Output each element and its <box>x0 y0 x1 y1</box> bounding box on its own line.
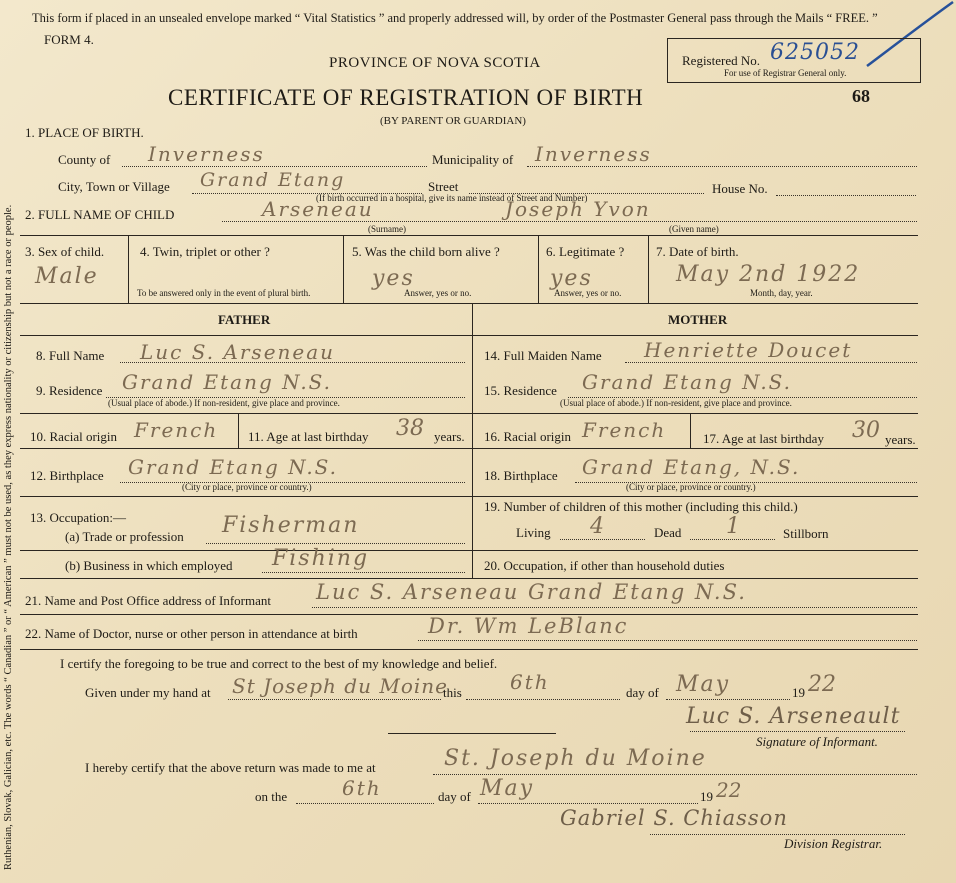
trade-line <box>206 543 465 544</box>
registrar-place-line <box>433 774 917 775</box>
stillborn-label: Stillborn <box>783 526 829 541</box>
row-divider <box>20 235 918 236</box>
informant-label: 21. Name and Post Office address of Informant <box>25 593 271 608</box>
mother-name-value: Henriette Doucet <box>644 338 853 362</box>
reg-month-line <box>478 803 698 804</box>
reg-month-value: May <box>480 776 535 801</box>
side-note: Ruthenian, Slovak, Galician, etc. The words “ Canadian ” or “ American ” must not be used, as they express nationality or citizenship but not a race or people. <box>3 204 14 870</box>
mother-birthplace-value: Grand Etang, N.S. <box>582 455 801 479</box>
city-value: Grand Etang <box>200 169 346 191</box>
sex-value: Male <box>35 264 99 289</box>
given-month-value: May <box>676 672 731 697</box>
hospital-note: (If birth occurred in a hospital, give its name instead of Street and Number) <box>316 193 588 203</box>
father-name-label: 8. Full Name <box>36 348 105 363</box>
living-value: 4 <box>590 514 606 539</box>
row-divider <box>20 578 918 579</box>
alive-value: yes <box>372 266 415 291</box>
father-birthplace-label: 12. Birthplace <box>30 468 104 483</box>
row-divider <box>472 413 918 414</box>
sex-label: 3. Sex of child. <box>25 244 105 259</box>
mother-age-value: 30 <box>852 418 880 443</box>
mother-residence-note: (Usual place of abode.) If non-resident, give place and province. <box>560 398 792 408</box>
registered-label: Registered No. <box>682 53 760 68</box>
father-birthplace-note: (City or place, province or country.) <box>182 482 312 492</box>
twin-label: 4. Twin, triplet or other ? <box>140 244 270 259</box>
row-divider <box>20 413 472 414</box>
certify-statement: I certify the foregoing to be true and correct to the best of my knowledge and belief. <box>60 656 498 671</box>
registrar-caption: Division Registrar. <box>784 836 883 851</box>
father-heading: FATHER <box>218 312 271 327</box>
registered-note: For use of Registrar General only. <box>724 68 847 78</box>
given-under-label: Given under my hand at <box>85 685 211 700</box>
section-divider <box>388 733 556 734</box>
alive-note: Answer, yes or no. <box>404 288 472 298</box>
surname-value: Arseneau <box>262 197 374 221</box>
dob-label: 7. Date of birth. <box>656 244 739 259</box>
children-heading: 19. Number of children of this mother (including this child.) <box>484 499 798 514</box>
dead-label: Dead <box>654 525 682 540</box>
municipality-value: Inverness <box>535 142 652 166</box>
province-heading: PROVINCE OF NOVA SCOTIA <box>329 55 541 71</box>
row-divider <box>472 550 918 551</box>
given-place-value: St Joseph du Moine <box>232 674 448 698</box>
row-divider <box>20 649 918 650</box>
column-divider <box>128 235 129 303</box>
row-divider <box>20 496 918 497</box>
father-residence-label: 9. Residence <box>36 383 103 398</box>
living-label: Living <box>516 525 551 540</box>
business-label: (b) Business in which employed <box>65 558 233 573</box>
this-label: this <box>443 685 462 700</box>
mother-age-label: 17. Age at last birthday <box>703 431 824 446</box>
mother-occupation-label: 20. Occupation, if other than household duties <box>484 558 725 573</box>
given-month-line <box>666 699 790 700</box>
row-divider <box>20 448 472 449</box>
on-the-label: on the <box>255 789 288 804</box>
column-divider <box>238 413 239 448</box>
informant-value: Luc S. Arseneau Grand Etang N.S. <box>316 580 747 604</box>
column-divider <box>690 413 691 448</box>
municipality-line <box>527 166 917 167</box>
parents-divider <box>472 303 473 578</box>
reg-year-value: 22 <box>716 778 742 802</box>
occupation-heading: 13. Occupation:— <box>30 510 127 525</box>
corner-mark: 68 <box>852 86 870 106</box>
house-label: House No. <box>712 181 768 196</box>
reg-year-prefix: 19 <box>700 789 713 804</box>
row-divider <box>20 303 918 304</box>
business-value: Fishing <box>272 546 370 571</box>
reg-day-of-label: day of <box>438 789 471 804</box>
certificate-title: CERTIFICATE OF REGISTRATION OF BIRTH <box>168 85 644 110</box>
reg-day-value: 6th <box>342 776 382 800</box>
alive-label: 5. Was the child born alive ? <box>352 244 500 259</box>
informant-caption: Signature of Informant. <box>756 734 878 749</box>
mother-residence-label: 15. Residence <box>484 383 557 398</box>
county-label: County of <box>58 152 111 167</box>
form-number: FORM 4. <box>44 32 94 47</box>
legitimate-note: Answer, yes or no. <box>554 288 622 298</box>
given-day-value: 6th <box>510 670 550 694</box>
mother-residence-value: Grand Etang N.S. <box>582 370 793 394</box>
doctor-line <box>418 640 917 641</box>
county-value: Inverness <box>148 142 265 166</box>
column-divider <box>538 235 539 303</box>
doctor-value: Dr. Wm LeBlanc <box>428 614 629 638</box>
father-racial-label: 10. Racial origin <box>30 429 118 444</box>
certificate-subtitle: (BY PARENT OR GUARDIAN) <box>380 115 526 127</box>
legitimate-value: yes <box>550 266 593 291</box>
city-label: City, Town or Village <box>58 179 170 194</box>
informant-signature-line <box>690 731 905 732</box>
father-age-value: 38 <box>396 416 424 441</box>
father-name-value: Luc S. Arseneau <box>140 340 336 364</box>
registrar-statement: I hereby certify that the above return was made to me at <box>85 760 376 775</box>
dead-line <box>690 539 775 540</box>
legitimate-label: 6. Legitimate ? <box>546 244 625 259</box>
living-line <box>560 539 645 540</box>
given-day-line <box>466 699 620 700</box>
mother-birthplace-note: (City or place, province or country.) <box>626 482 756 492</box>
registrar-place-value: St. Joseph du Moine <box>444 746 707 771</box>
registrar-signature: Gabriel S. Chiasson <box>560 806 788 830</box>
father-racial-value: French <box>134 418 219 442</box>
day-of-label: day of <box>626 685 659 700</box>
given-year-value: 22 <box>808 672 836 697</box>
postal-notice: This form if placed in an unsealed envelope marked “ Vital Statistics ” and properly addressed will, by order of the Postmaster General pass through the Mails “ FREE. ” <box>32 11 878 25</box>
place-of-birth-heading: 1. PLACE OF BIRTH. <box>25 125 144 140</box>
dob-note: Month, day, year. <box>750 288 813 298</box>
father-residence-value: Grand Etang N.S. <box>122 370 333 394</box>
twin-note: To be answered only in the event of plural birth. <box>137 288 311 298</box>
mother-years-label: years. <box>885 432 916 447</box>
father-age-label: 11. Age at last birthday <box>248 429 369 444</box>
mother-name-line <box>625 362 917 363</box>
row-divider <box>472 448 918 449</box>
mother-name-label: 14. Full Maiden Name <box>484 348 602 363</box>
surname-caption: (Surname) <box>368 224 406 234</box>
column-divider <box>343 235 344 303</box>
given-year-prefix: 19 <box>792 685 805 700</box>
mother-heading: MOTHER <box>668 312 728 327</box>
child-name-label: 2. FULL NAME OF CHILD <box>25 207 175 222</box>
child-name-line <box>222 221 917 222</box>
column-divider <box>648 235 649 303</box>
business-line <box>262 572 465 573</box>
row-divider <box>20 550 472 551</box>
dob-value: May 2nd 1922 <box>676 262 861 287</box>
mother-birthplace-label: 18. Birthplace <box>484 468 558 483</box>
trade-label: (a) Trade or profession <box>65 529 184 544</box>
reg-day-line <box>296 803 434 804</box>
dead-value: 1 <box>726 514 742 539</box>
row-divider <box>20 335 918 336</box>
trade-value: Fisherman <box>222 513 360 538</box>
given-place-line <box>228 699 441 700</box>
given-name-value: Joseph Yvon <box>505 197 651 221</box>
father-birthplace-value: Grand Etang N.S. <box>128 455 339 479</box>
mother-racial-value: French <box>582 418 667 442</box>
father-years-label: years. <box>434 429 465 444</box>
county-line <box>122 166 427 167</box>
municipality-label: Municipality of <box>432 152 514 167</box>
given-name-caption: (Given name) <box>669 224 719 234</box>
street-label: Street <box>428 179 459 194</box>
informant-signature: Luc S. Arseneault <box>686 704 901 729</box>
father-residence-note: (Usual place of abode.) If non-resident, give place and province. <box>108 398 340 408</box>
registered-number: 625052 <box>770 40 860 65</box>
doctor-label: 22. Name of Doctor, nurse or other person in attendance at birth <box>25 626 358 641</box>
informant-line <box>312 607 917 608</box>
house-line <box>776 195 916 196</box>
mother-racial-label: 16. Racial origin <box>484 429 572 444</box>
registrar-signature-line <box>650 834 905 835</box>
